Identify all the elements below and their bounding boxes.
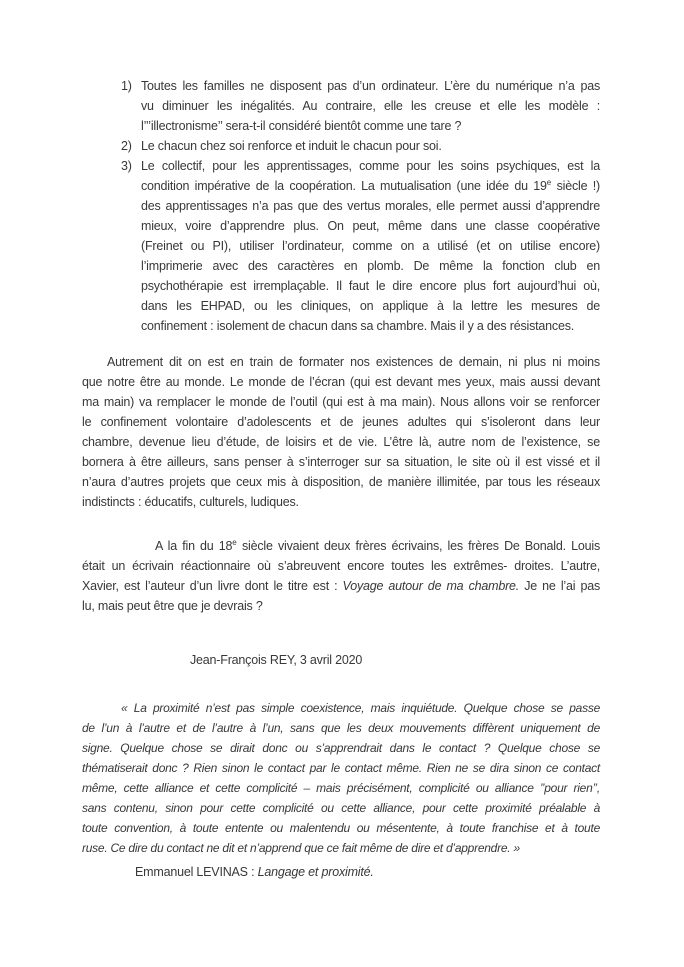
text-line: Le chacun chez soi renforce et induit le chacun pour soi. xyxy=(141,139,442,153)
text-line: était un écrivain réactionnaire où s’abreuvent encore toutes les extrêmes- droites. L’autre, xyxy=(82,559,600,573)
superscript-ordinal: e xyxy=(546,177,552,187)
list-item-marker: 2) xyxy=(121,139,132,153)
text-line: ruse. Ce dire du contact ne dit et n’apprend que ce fait même de dire et d’apprendre. » xyxy=(82,841,520,855)
text-line: lu, mais peut être que je devrais ? xyxy=(82,599,263,613)
text-line: (Freinet ou PI), utiliser l’ordinateur, comme on a utilisé (et on utilise encore) xyxy=(141,239,600,253)
superscript-ordinal: e xyxy=(232,537,237,547)
text-line: dans les EHPAD, ou les cliniques, on applique à la lettre les mesures de xyxy=(141,299,600,313)
text-line xyxy=(135,862,600,882)
text-line: confinement : isolement de chacun dans sa chambre. Mais il y a des résistances. xyxy=(141,319,575,333)
text-line: n’aura d’autres projets que ceux mis à disposition, de manière illimitée, par tous les réseaux xyxy=(82,475,600,489)
italic-text: Emmanuel LEVINAS : xyxy=(135,865,258,879)
numbered-list xyxy=(82,76,600,336)
paragraph-freres-de-bonald xyxy=(82,536,600,616)
text-line: Xavier, est l’auteur d’un livre dont le titre est : Voyage autour de ma chambre. Je ne l’ai pas xyxy=(82,579,601,593)
paragraph-formater-existences xyxy=(82,352,600,512)
text-line: indistincts : éducatifs, culturels, ludiques. xyxy=(82,495,299,509)
text-line: Le collectif, pour les apprentissages, comme pour les soins psychiques, est la xyxy=(141,159,600,173)
text-line: même, cette alliance et cette complicité – mais précisément, complicité ou alliance ’’pour rien’’, xyxy=(82,781,600,795)
text-line: thématiserait donc ? Rien sinon le contact par le contact même. Rien ne se dira sinon ce contact xyxy=(82,761,600,775)
text-line: psychothérapie est irremplaçable. Il faut le dire encore plus fort aujourd’hui où, xyxy=(141,279,600,293)
numbered-list-item xyxy=(82,136,600,156)
text-line: condition impérative de la coopération. La mutualisation (une idée du 19e siècle !) xyxy=(141,177,600,193)
levinas-quote xyxy=(82,698,600,858)
author-signature-line: Jean-François REY, 3 avril 2020 xyxy=(190,653,363,667)
text-line: « La proximité n’est pas simple coexistence, mais inquiétude. Quelque chose se passe xyxy=(121,701,600,715)
text-line: l’imprimerie avec des caractères en plomb. De même la fonction club en xyxy=(141,259,600,273)
text-line: de l’un à l’autre et de l’autre à l’un, sans que les deux mouvements diffèrent uniquement de xyxy=(82,721,600,735)
list-item-marker: 1) xyxy=(121,79,132,93)
list-item-text xyxy=(141,156,600,336)
document-content xyxy=(82,76,600,882)
text-line: vu diminuer les inégalités. Au contraire, elle les creuse et elle les modèle : xyxy=(141,99,600,113)
text-line: des apprentissages n’a pas que des vertus morales, elle permet aussi d’apprendre xyxy=(141,199,600,213)
list-item-text xyxy=(141,136,600,156)
list-item-text xyxy=(141,76,600,136)
text-line: signe. Quelque chose se dirait donc ou s’apprendrait dans le contact ? Quelque chose se xyxy=(82,741,600,755)
quote-attribution xyxy=(135,862,600,882)
text-line: que notre être au monde. Le monde de l’écran (qui est devant mes yeux, mais aussi devant xyxy=(82,375,600,389)
numbered-list-item xyxy=(82,76,600,136)
list-item-marker: 3) xyxy=(121,159,132,173)
numbered-list-item xyxy=(82,156,600,336)
text-line: toute convention, à toute entente ou malentendu ou mésentente, à toute franchise et à toute xyxy=(82,821,600,835)
text-line: sans contenu, sinon pour cette complicité ou cette alliance, pour cette proximité préalable à xyxy=(82,801,600,815)
text-line: A la fin du 18e siècle vivaient deux frères écrivains, les frères De Bonald. Louis xyxy=(155,537,600,553)
text-line: bornera à être ailleurs, sans penser à s’interroger sur sa situation, le site où il est vissé et il xyxy=(82,455,600,469)
text-line: Autrement dit on est en train de formater nos existences de demain, ni plus ni moins xyxy=(107,355,600,369)
text-line: Toutes les familles ne disposent pas d’un ordinateur. L’ère du numérique n’a pas xyxy=(141,79,600,93)
text-line: ma main) va remplacer le monde de l’outil (qui est à ma main). Nous allons voir se renforcer xyxy=(82,395,600,409)
italic-text: Voyage autour de ma chambre. xyxy=(342,579,520,593)
italic-text: Langage et proximité. xyxy=(257,865,374,879)
text-line: mieux, voire d’apprendre plus. On peut, même dans une classe coopérative xyxy=(141,219,600,233)
text-line: chambre, devenue lieu d’étude, de loisirs et de vie. L’être là, autre nom de l’existence, se xyxy=(82,435,600,449)
text-line: l’’’illectronisme’’ sera-t-il considéré bientôt comme une tare ? xyxy=(141,119,462,133)
text-line: le confinement volontaire d’adolescents et de jeunes adultes qui s’isoleront dans leur xyxy=(82,415,600,429)
